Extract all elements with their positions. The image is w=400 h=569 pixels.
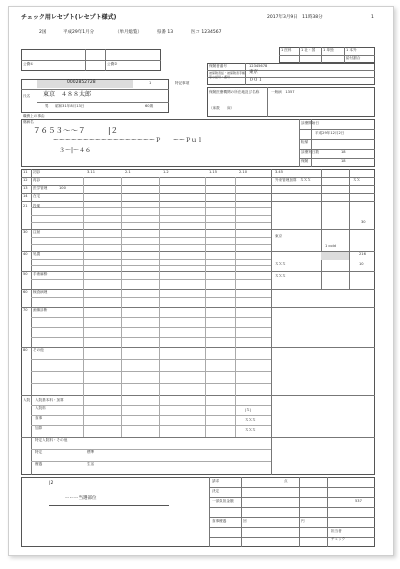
bottom-row-3: 加算 bbox=[35, 426, 43, 430]
bottom-row-1: 入院料 bbox=[35, 406, 46, 410]
inpatient-section-1: 入院基本料・加算 bbox=[35, 398, 64, 402]
bottom-right-1: |Ｘ| bbox=[245, 408, 252, 412]
days-value: 18 bbox=[341, 150, 346, 154]
row-code-14: 14 bbox=[23, 194, 28, 198]
row-code-70: 70 bbox=[23, 308, 28, 312]
birth-marker: 男 bbox=[45, 104, 49, 108]
summary-code-6: 3.45 bbox=[275, 170, 284, 174]
days-label: 診療実日数 bbox=[301, 150, 319, 154]
bottom-right-3: ＸＸＸ bbox=[245, 428, 256, 432]
summary-code-3: 1.2 bbox=[163, 170, 169, 174]
bottom-row-7: 生活 bbox=[87, 462, 95, 466]
category-code: 2国 bbox=[39, 30, 47, 35]
public-days-value: 18 bbox=[341, 159, 346, 163]
patient-age: 60歳 bbox=[145, 104, 154, 108]
row-code-11: 11 bbox=[23, 170, 28, 174]
facility-code: 一般病 1357 bbox=[271, 90, 295, 94]
prefecture-code: 県番 13 bbox=[157, 30, 174, 35]
insurer-number-label: 保険者番号 bbox=[209, 64, 227, 68]
insurer-symbol: 東京 bbox=[249, 70, 258, 75]
public-expense-1: 公費① bbox=[23, 62, 34, 66]
public-days-label: 保険 bbox=[301, 159, 309, 163]
summary-code-4: 1.15 bbox=[209, 170, 218, 174]
requested-label: 請求 bbox=[212, 479, 220, 483]
print-datetime: 2017年3月9日 11時38分 bbox=[267, 15, 323, 20]
facility-beds: （床数 床） bbox=[209, 106, 235, 110]
outcome-label: 転帰 bbox=[301, 140, 309, 144]
public-expense-2: 公費② bbox=[107, 62, 118, 66]
row-code-30: 30 bbox=[23, 230, 28, 234]
row-code-13: 13 bbox=[23, 186, 28, 190]
stamp-2: チェック bbox=[331, 537, 346, 541]
type-single: 1 単独 bbox=[323, 48, 334, 52]
row-code-12: 12 bbox=[23, 178, 28, 182]
decision-label: 決定 bbox=[212, 489, 220, 493]
burden-value: 537 bbox=[355, 499, 362, 503]
birthdate: 昭和31年8月13日 bbox=[55, 104, 85, 108]
row-code-40: 40 bbox=[23, 252, 28, 256]
document-title: チェック用レセプト(レセプト様式) bbox=[21, 14, 117, 21]
row-label-50: 手術麻酔 bbox=[33, 272, 48, 276]
type-outpatient: 1 本外 bbox=[346, 48, 357, 52]
right-panel-6: ＸＸＸ bbox=[275, 274, 286, 278]
bottom-row-2: 食事 bbox=[35, 416, 43, 420]
inpatient-section-2: 特定入院料・その他 bbox=[35, 438, 68, 442]
right-panel-1: 外来管理加算 ＸＸＸ bbox=[275, 178, 311, 182]
diagnosis-line-2: ーーーーーーーーーーーーーーーーーＰ ーーＰｕｌ bbox=[53, 137, 204, 144]
start-value: 平成29年12月2日 bbox=[315, 131, 345, 135]
food-yen: 円 bbox=[301, 519, 305, 523]
row-code-80: 80 bbox=[23, 348, 28, 352]
patient-name-label: 氏名 bbox=[23, 94, 31, 98]
billing-month: 平成29年1月分 bbox=[63, 30, 95, 35]
row-label-80: その他 bbox=[33, 348, 44, 352]
bottom-row-4: 特定 bbox=[35, 450, 43, 454]
row-label-12: 再診 bbox=[33, 178, 41, 182]
footer-text: ーーー当選部位 bbox=[65, 496, 97, 501]
footer-marker: |2 bbox=[49, 481, 54, 486]
burden-label: 一部負担金額 bbox=[212, 499, 234, 503]
diagnosis-line-3: ３～|～４６ bbox=[59, 147, 92, 154]
special-notes-label: 特記事項 bbox=[175, 81, 190, 85]
right-panel-5: ＸＸＸ bbox=[275, 262, 286, 266]
bottom-row-6: 標準 bbox=[87, 450, 95, 454]
bottom-right-2: ＸＸＸ bbox=[245, 418, 256, 422]
row-label-14: 在宅 bbox=[33, 194, 41, 198]
food-label: 食事療養 bbox=[212, 519, 227, 523]
summary-type: （単月総覧） bbox=[115, 30, 142, 35]
requested-value: 点 bbox=[284, 479, 288, 483]
right-panel-2: ＸＸ bbox=[353, 178, 361, 182]
receipt-page bbox=[8, 6, 394, 556]
type-medical: 1 医科 bbox=[281, 48, 292, 52]
row-label-40: 処置 bbox=[33, 252, 41, 256]
highlight-cell bbox=[321, 252, 349, 260]
right-panel-4: 1 cold bbox=[325, 244, 336, 248]
row-points-13: 100 bbox=[59, 186, 66, 190]
food-count: 回 bbox=[243, 519, 247, 523]
row-points-80: 10 bbox=[359, 262, 364, 266]
row-code-21: 21 bbox=[23, 204, 28, 208]
row-label-21: 投薬 bbox=[33, 204, 41, 208]
bottom-row-5: 療養 bbox=[35, 462, 43, 466]
row-label-60: 検査病理 bbox=[33, 290, 48, 294]
institution-code: 医コ 1234567 bbox=[191, 30, 222, 35]
summary-code-1: 3.11 bbox=[87, 170, 96, 174]
summary-code-2: 2.1 bbox=[125, 170, 131, 174]
row-points-30: 30 bbox=[361, 220, 366, 224]
facility-label: 保険医療機関の所在地及び名称 bbox=[209, 90, 260, 94]
patient-name: 東京 ４８８太郎 bbox=[43, 91, 92, 98]
patient-sex: 1 bbox=[149, 81, 152, 85]
insurer-symbol-number: ００１ bbox=[249, 78, 263, 83]
beneficiary-label: 被保険者証・被保険者手帳等の記号・番号 bbox=[209, 71, 246, 79]
benefit-ratio: 給付割合 bbox=[346, 56, 361, 60]
row-points-60: 216 bbox=[359, 252, 366, 256]
diagnosis-line-1: ７６５３～～７ |２ bbox=[33, 126, 119, 135]
row-code-60: 60 bbox=[23, 290, 28, 294]
insurer-number-value: 12345678 bbox=[249, 64, 268, 68]
row-label-30: 注射 bbox=[33, 230, 41, 234]
page-number: 1 bbox=[371, 15, 374, 20]
occupation-label: 職務上の事由 bbox=[23, 114, 45, 118]
row-label-13: 医学管理 bbox=[33, 186, 48, 190]
type-social: 1 社・国 bbox=[301, 48, 316, 52]
row-label-11: 初診 bbox=[33, 170, 41, 174]
right-panel-3: 東京 bbox=[275, 234, 283, 238]
row-label-70: 画像診断 bbox=[33, 308, 48, 312]
stamp-1: 担当者 bbox=[331, 529, 342, 533]
start-label: 診療開始日 bbox=[301, 121, 319, 125]
diagnosis-label: 傷病名 bbox=[23, 120, 34, 124]
inpatient-label: 入院 bbox=[23, 398, 31, 402]
patient-id: 0002852728 bbox=[67, 80, 96, 85]
summary-code-5: 2.10 bbox=[239, 170, 248, 174]
row-code-50: 50 bbox=[23, 272, 28, 276]
